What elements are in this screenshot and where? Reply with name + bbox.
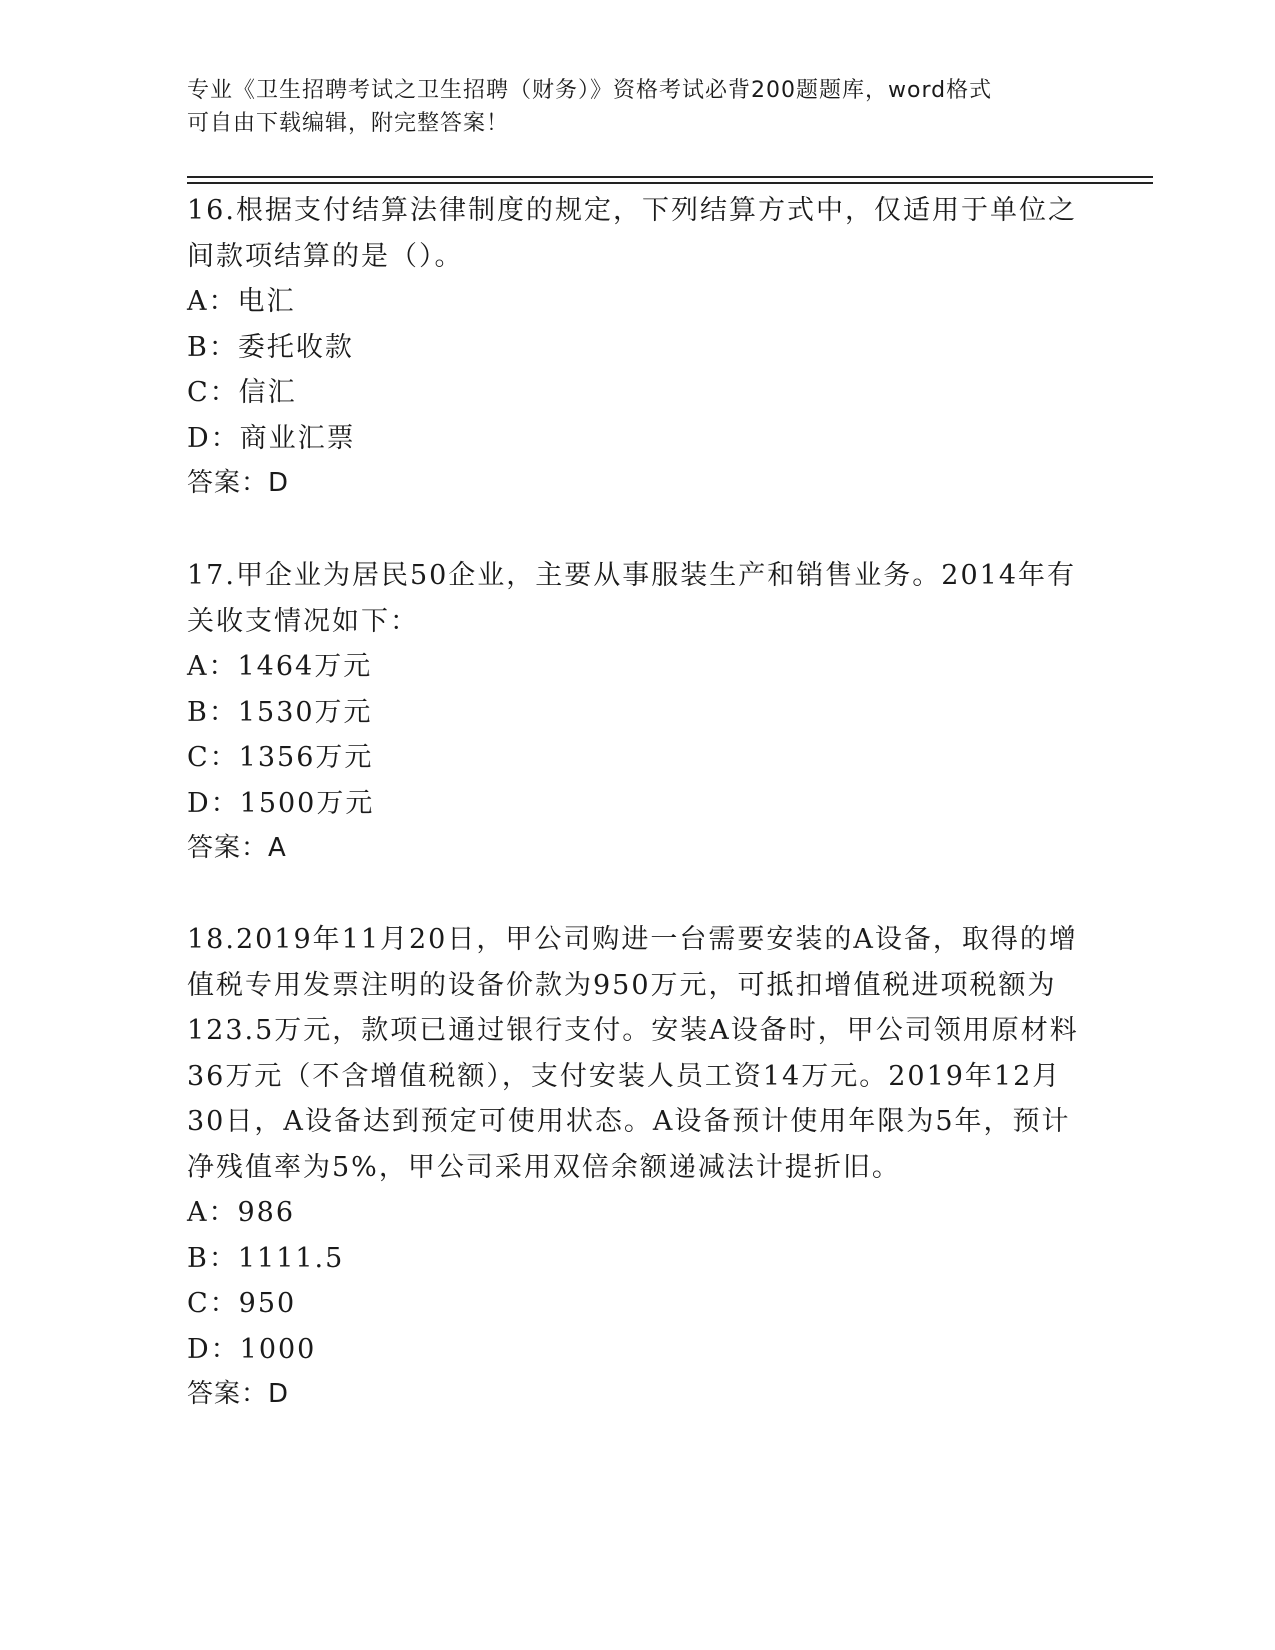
option-c: C：1356万元 [187,742,374,773]
answer: 答案：A [187,833,287,863]
header-divider-bottom [187,182,1153,184]
option-d: D：商业汇票 [187,422,356,454]
question-text: 17.甲企业为居民50企业，主要从事服装生产和销售业务。2014年有关收支情况如下： [187,560,1077,637]
header-title-line-1: 专业《卫生招聘考试之卫生招聘（财务）》资格考试必背200题题库，word格式 [187,78,993,103]
header-divider-top [187,176,1153,178]
option-d: D：1500万元 [187,787,375,819]
option-c: C：950 [187,1288,297,1319]
option-a: A：1464万元 [187,651,373,682]
answer: 答案：D [187,1379,290,1409]
option-d: D：1000 [187,1333,317,1365]
header-title-line-2: 可自由下载编辑，附完整答案！ [187,111,510,136]
option-a: A：986 [187,1197,296,1228]
question-17 [187,553,1087,872]
option-c: C：信汇 [187,377,297,408]
option-a: A：电汇 [187,286,296,317]
option-b: B：委托收款 [187,331,354,363]
option-b: B：1111.5 [187,1242,345,1274]
document-header [187,74,1067,140]
option-b: B：1530万元 [187,696,373,728]
question-text: 18.2019年11月20日，甲公司购进一台需要安装的A设备，取得的增值税专用发票注明的设备价款为950万元，可抵扣增值税进项税额为123.5万元，款项已通过银行支付。安装A设备时，甲公司领用原材料36万元（不含增值税额），支付安装人员工资14万元。2019年12月30日，A设备达到预定可使用状态。A设备预计使用年限为5年，预计净残值率为5%，甲公司采用双倍余额递减法计提折旧。 [187,924,1079,1183]
question-16 [187,188,1087,507]
question-text: 16.根据支付结算法律制度的规定，下列结算方式中，仅适用于单位之间款项结算的是（）。 [187,195,1077,272]
question-18 [187,917,1087,1418]
answer: 答案：D [187,468,290,498]
